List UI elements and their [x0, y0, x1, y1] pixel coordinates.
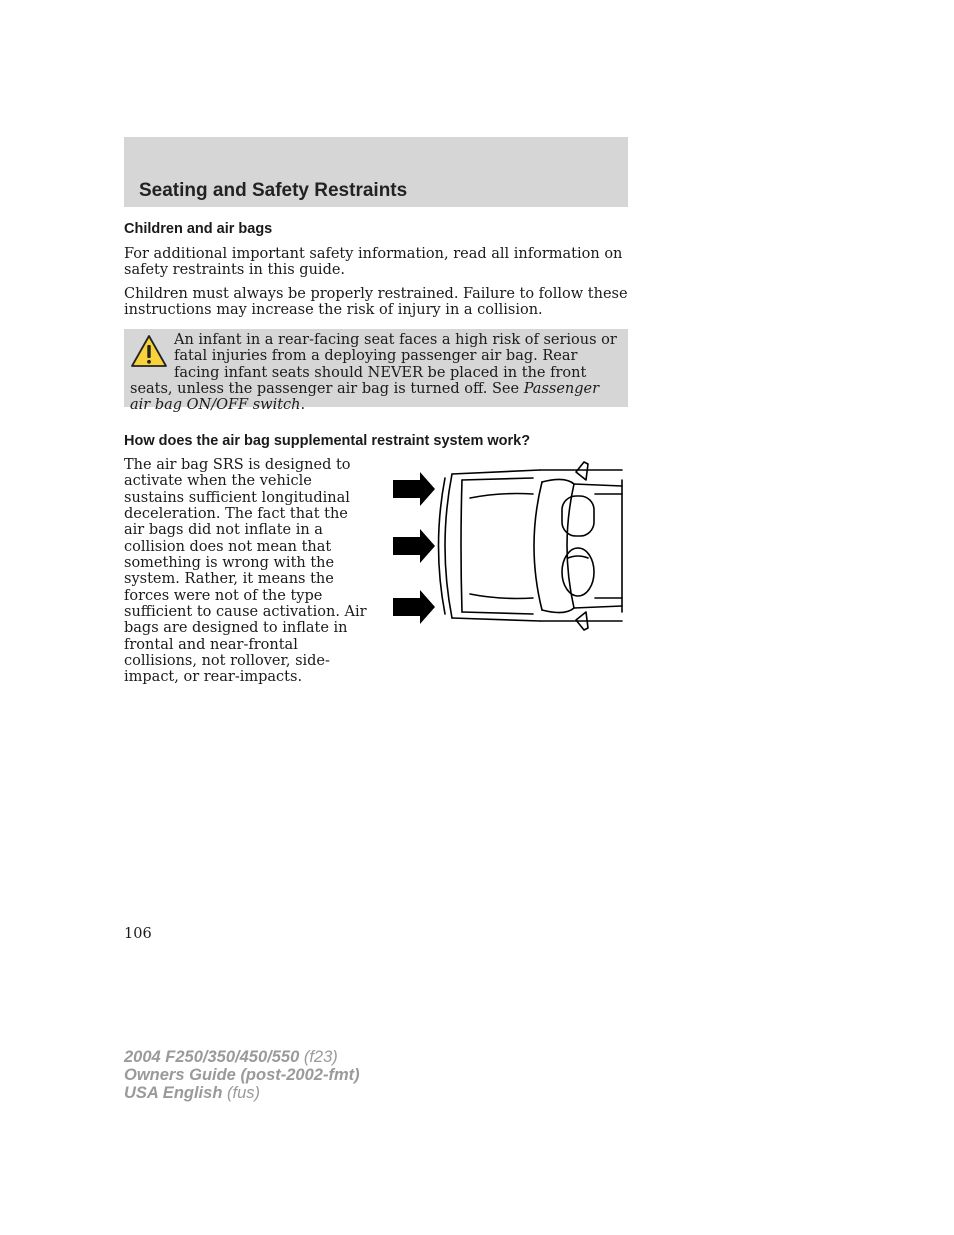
footer-model: 2004 F250/350/450/550	[124, 1048, 300, 1066]
footer-guide-name: Owners Guide (post-2002-fmt)	[124, 1066, 360, 1084]
warning-main-text: An infant in a rear-facing seat faces a high risk of serious or fatal injuries from a deploying passenger air bag. Rear facing infant seats should NEVER be placed in the front seats, unless the passenger air bag is turned off. See	[130, 332, 617, 397]
impact-arrow-icon	[393, 590, 435, 624]
safety-info-paragraph: For additional important safety information, read all information on safety restraints in this guide.	[124, 246, 623, 279]
srs-heading: How does the air bag supplemental restraint system work?	[124, 433, 531, 449]
warning-text: An infant in a rear-facing seat faces a high risk of serious or fatal injuries from a deploying passenger air bag. Rear facing infant seats should NEVER be placed in the front seats, unless the passenger air bag is turned off. See Passenger air bag ON/OFF switch.	[130, 332, 617, 414]
section-header-band	[124, 137, 628, 207]
srs-body-text: The air bag SRS is designed to activate when the vehicle sustains sufficient longitudinal deceleration. The fact that the air bags did not inflate in a collision does not mean that something is wrong with the system. Rather, it means the forces were not of the type sufficient to cause activation. Air bags are designed to inflate in frontal and near-frontal collisions, not rollover, side-impact, or rear-impacts.	[124, 457, 367, 686]
document-footer	[124, 1048, 360, 1102]
impact-arrow-icon	[393, 472, 435, 506]
warning-triangle-icon	[130, 334, 168, 368]
page-number: 106	[124, 926, 152, 942]
restraint-paragraph: Children must always be properly restrained. Failure to follow these instructions may increase the risk of injury in a collision.	[124, 286, 628, 319]
section-title: Seating and Safety Restraints	[139, 180, 408, 201]
warning-reference-link: Passenger air bag ON/OFF switch	[130, 380, 600, 414]
footer-model-code: (f23)	[303, 1048, 338, 1066]
warning-box	[124, 329, 628, 414]
footer-language: USA English	[124, 1084, 223, 1102]
vehicle-frontal-impact-illustration	[390, 458, 626, 634]
children-air-bags-heading: Children and air bags	[124, 221, 273, 237]
footer-language-code: (fus)	[227, 1084, 260, 1102]
impact-arrow-icon	[393, 529, 435, 563]
